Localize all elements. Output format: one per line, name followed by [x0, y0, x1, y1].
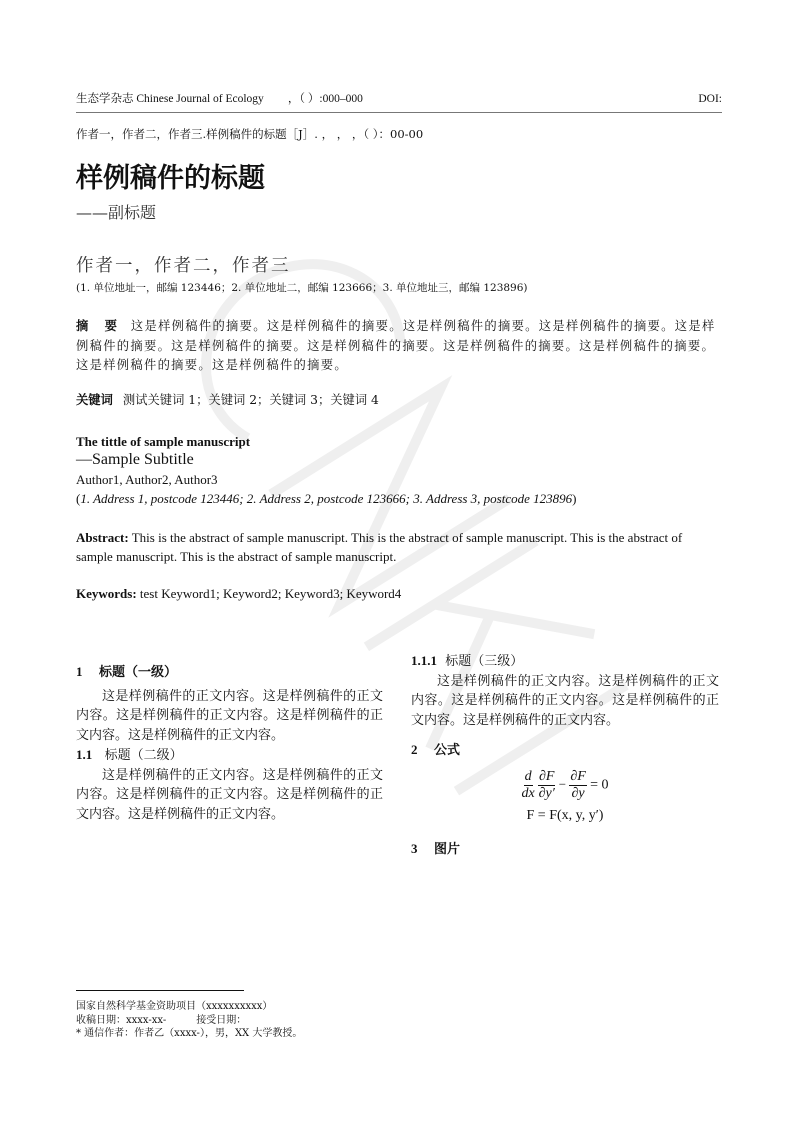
heading-text: 公式	[434, 743, 461, 758]
en-abstract	[76, 528, 722, 567]
equals-zero: = 0	[590, 776, 609, 792]
en-keywords	[76, 585, 722, 602]
en-abstract-label: Abstract:	[76, 529, 129, 545]
authors: 作者一，作者二，作者三	[76, 256, 291, 276]
numerator: ∂F	[539, 768, 555, 784]
running-header	[76, 0, 722, 113]
en-keywords-text: test Keyword1; Keyword2; Keyword3; Keyword4	[139, 585, 402, 601]
footnote-funding: 国家自然科学基金资助项目（xxxxxxxxxx）	[76, 1001, 273, 1012]
footnote-corresponding: * 通信作者：作者乙（xxxx-），男，XX 大学教授。	[76, 1028, 303, 1039]
numerator: ∂F	[570, 768, 586, 784]
denominator: ∂y	[571, 785, 585, 801]
heading-text: 标题（一级）	[99, 665, 178, 680]
heading-2	[411, 740, 719, 761]
left-column	[76, 662, 383, 824]
body-paragraph: 这是样例稿件的正文内容。这是样例稿件的正文内容。这是样例稿件的正文内容。这是样例稿件的正文内容。这是样例稿件的正文内容。	[76, 688, 383, 743]
heading-text: 标题（三级）	[445, 654, 524, 669]
heading-number: 2	[411, 742, 418, 757]
en-keywords-label: Keywords:	[76, 585, 137, 601]
heading-text: 图片	[434, 842, 461, 857]
heading-text: 标题（二级）	[104, 748, 183, 763]
minus-sign: −	[558, 775, 567, 791]
footnote-rule	[76, 990, 244, 991]
equation-2: F = F(x, y, y′)	[526, 807, 604, 823]
heading-1-1	[76, 745, 383, 766]
body-paragraph: 这是样例稿件的正文内容。这是样例稿件的正文内容。这是样例稿件的正文内容。这是样例稿件的正文内容。这是样例稿件的正文内容。	[411, 673, 719, 728]
affiliations: (1. 单位地址一，邮编 123446；2. 单位地址二，邮编 123666；3. 单位地址三，邮编 123896)	[76, 282, 528, 294]
journal-name: 生态学杂志 Chinese Journal of Ecology	[76, 93, 264, 105]
equation-1	[411, 769, 719, 802]
numerator: d	[524, 768, 532, 784]
en-title: The tittle of sample manuscript	[76, 433, 251, 449]
footnotes	[76, 1000, 302, 1041]
heading-number: 3	[411, 841, 418, 856]
fraction-dF-dy-prime	[538, 769, 555, 802]
fraction-dF-dy	[569, 769, 586, 802]
paper-subtitle: ——副标题	[76, 203, 157, 222]
heading-number: 1	[76, 664, 83, 679]
footnote-dates: 收稿日期：xxxx-xx- 接受日期：	[76, 1014, 247, 1026]
abstract-text: 这是样例稿件的摘要。这是样例稿件的摘要。这是样例稿件的摘要。这是样例稿件的摘要。这是样例稿件的摘要。这是样例稿件的摘要。这是样例稿件的摘要。这是样例稿件的摘要。这是样例稿件的摘要。这是样例稿件的摘要。这是样例稿件的摘要。	[76, 319, 716, 372]
en-affiliations: (1. Address 1, postcode 123446; 2. Address 2, postcode 123666; 3. Address 3, postcode 123896)	[76, 490, 577, 506]
heading-1-1-1	[411, 651, 719, 672]
denominator: ∂y′	[538, 785, 555, 801]
abstract-cn	[76, 317, 722, 376]
paper-title: 样例稿件的标题	[76, 163, 265, 194]
en-abstract-text: This is the abstract of sample manuscript. This is the abstract of sample manuscript. This is the abstract of sample manuscript. This is the abstract of sample manuscript.	[76, 529, 683, 564]
heading-number: 1.1.1	[411, 653, 437, 668]
keywords-cn	[76, 392, 722, 409]
citation: 作者一，作者二，作者三.样例稿件的标题［J］. ， ， ，（ ）：00-00	[76, 127, 424, 141]
keywords-text: 测试关键词 1；关键词 2；关键词 3；关键词 4	[122, 392, 379, 407]
en-authors: Author1, Author2, Author3	[76, 471, 218, 487]
denominator: dx	[521, 785, 535, 801]
front-matter	[76, 0, 722, 602]
abstract-label: 摘 要	[76, 319, 123, 333]
fraction-d-dx	[522, 769, 535, 802]
en-affiliations-text: 1. Address 1, postcode 123446; 2. Address 2, postcode 123666; 3. Address 3, postcode 123896	[80, 490, 573, 506]
en-subtitle: —Sample Subtitle	[76, 450, 194, 468]
heading-1	[76, 662, 383, 683]
doi: DOI:	[698, 93, 722, 105]
body-paragraph: 这是样例稿件的正文内容。这是样例稿件的正文内容。这是样例稿件的正文内容。这是样例稿件的正文内容。这是样例稿件的正文内容。	[76, 767, 383, 822]
heading-3	[411, 839, 719, 860]
issue-pages: ，（ ）:000–000	[287, 93, 363, 105]
right-column	[411, 651, 719, 860]
keywords-label: 关键词	[76, 392, 113, 407]
heading-number: 1.1	[76, 747, 93, 762]
